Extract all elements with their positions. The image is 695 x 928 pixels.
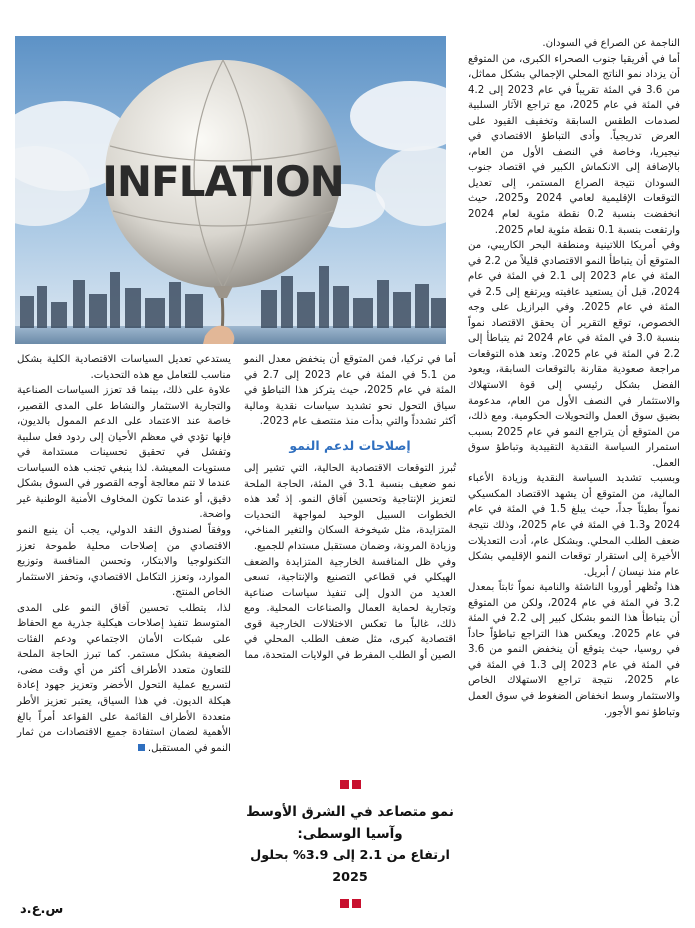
right-paragraph-1: الناجمة عن الصراع في السودان. [542,38,680,49]
right-paragraph-5: هذا وتُظهر أوروبا الناشئة والنامية نمواً ثابتاً بمعدل 3.2 في المئة في عام 2024، ولكن من المتوقع أن يتباطأ هذا النمو بشكل كبير إلى 2.2 في المئة في عام 2025. ويعكس هذا التراجع تباطؤاً حاداً في روسيا، حيث يتوقع أن ينخفض النمو من 3.6 في المئة في عام 2023 إلى 1.3 في المئة في عام 2025، نتيجة تراجع الاستهلاك الخاص والاستثمار وسط انخفاض الضغوط في سوق العمل وتباطؤ نمو الأجور. [468,582,681,718]
inflation-balloon-image [15,36,446,344]
left-paragraph-4-text: لذا، يتطلب تحسين آفاق النمو على المدى المتوسط تنفيذ إصلاحات هيكلية جذرية مع الحفاظ على شبكات الأمان الاجتماعي ودعم الفئات الضعيفة بشكل مستمر. كما تبرز الحاجة الملحة للتعاون متعدد الأطراف أكثر من أي وقت مضى، لتسريع عملية التحول الأخضر وتعزيز جهود إعادة هيكلة الديون. في هذا السياق، يعتبر تعزيز الأطر متعددة الأطراف القائمة على القواعد أمراً بالغ الأهمية لضمان استفادة جميع الاقتصادات من ثمار النمو في المستقبل. [17,602,231,754]
pull-quote [244,780,456,908]
left-paragraph-4 [17,601,231,756]
middle-column [244,352,456,663]
right-paragraph-3: وفي أمريكا اللاتينية ومنطقة البحر الكاريبي، من المتوقع أن يتباطأ النمو الاقتصادي قليلاً من 2.2 في المئة في عام 2023 إلى 2.1 في المئة في عام 2024، قبل أن يستعيد عافيته ويرتفع إلى 2.5 في المئة في عام 2025. وفي البرازيل على وجه الخصوص، توقع التقرير أن يحقق الاقتصاد نمواً بنسبة 3.0 في المئة في عام 2024 ثم يتباطأ إلى 2.2 في المئة في عام 2025. وتعد هذه التوقعات مراجعة صعودية مقارنة بالتوقعات السابقة، ويعود الفضل بشكل رئيسي إلى قوة الاستهلاك والاستثمار في النصف الأول من العام، مدعومة بضيق سوق العمل والتحويلات الحكومية. ومع ذلك، من المتوقع أن يتراجع النمو في عام 2025 بسبب استمرار السياسة النقدية التقييدية وتباطؤ سوق العمل. [468,240,681,469]
article-end-mark [138,744,145,751]
middle-paragraph-2: وفي ظل المنافسة الخارجية المتزايدة والضعف الهيكلي في قطاعي التصنيع والإنتاجية، تسعى العديد من الدول إلى تنفيذ سياسات صناعية وتجارية لحماية العمال والصناعات المحلية. ومع ذلك، غالباً ما تعكس الاختلالات الخارجية قوى اقتصادية كبرى، مثل ضعف الطلب المحلي في الصين أو الطلب المفرط في الولايات المتحدة، مما [244,556,456,661]
pull-quote-line-3: ارتفاع من 2.1 إلى 3.9% بحلول 2025 [250,848,450,885]
section-subheading: إصلاحات لدعم النمو [289,437,411,453]
pull-quote-top-squares [244,780,456,789]
pull-quote-line-1: نمو متصاعد في الشرق الأوسط [246,804,454,820]
middle-intro: أما في تركيا، فمن المتوقع أن ينخفض معدل النمو من 5.1 في المئة في عام 2023 إلى 2.7 في المئة في عام 2025، حيث يتركز هذا التباطؤ في سياق التحول نحو تشديد سياسات نقدية ومالية أكثر تشدداً والتي بدأت منذ منتصف عام 2023. [244,354,457,428]
pull-quote-bottom-squares [244,899,456,908]
pull-quote-line-2: وآسيا الوسطى: [297,826,403,842]
balloon-label: INFLATION [102,157,344,206]
balloon-illustration [15,36,446,344]
right-paragraph-4: وبسبب تشديد السياسة النقدية وزيادة الأعباء المالية، من المتوقع أن يشهد الاقتصاد المكسيكي نمواً بطيئاً جداً، حيث يبلغ 1.5 في المئة في عام 2024 و1.3 في المئة في عام 2025، وذلك نتيجة ضعف الطلب المحلي. وبشكل عام، أدت التعديلات الأخيرة إلى استقرار توقعات النمو الإقليمي بشكل عام منذ نيسان / أبريل. [468,473,680,578]
left-paragraph-2: علاوة على ذلك، بينما قد تعزز السياسات الصناعية والتجارية الاستثمار والنشاط على المدى القصير، خاصة عند الاعتماد على الدعم الممول بالديون، فإنها تؤدي في معظم الأحيان إلى ردود فعل سلبية وتفشل في تحقيق تحسينات مستدامة في مستويات المعيشة. لذا ينبغي تجنب هذه السياسات عندما لا تتم معالجة أوجه القصور في السوق بشكل دقيق، أو عندما تكون المخاوف الأمنية الوطنية غير واضحة. [17,385,231,521]
author-initials: س.ع.د [20,902,64,917]
right-column [468,36,680,912]
left-paragraph-1: يستدعي تعديل السياسات الاقتصادية الكلية بشكل مناسب للتعامل مع هذه التحديات. [17,354,231,381]
left-paragraph-3: ووفقاً لصندوق النقد الدولي، يجب أن ينبع النمو الاقتصادي من إصلاحات محلية طموحة تعزز التكنولوجيا والابتكار، وتحسن المنافسة وتوزيع الموارد، وتعزز التكامل الاقتصادي، وتحفز الاستثمار الخاص المنتج. [17,525,231,599]
left-column [17,352,231,756]
middle-paragraph-1: تُبرز التوقعات الاقتصادية الحالية، التي تشير إلى نمو ضعيف بنسبة 3.1 في المئة، الحاجة الملحة لتعزيز الإنتاجية وتحسين آفاق النمو. إذ تُعد هذه الخطوات السبيل الوحيد لمواجهة التحديات المتزايدة، مثل شيخوخة السكان والتغير المناخي، وزيادة المرونة، وضمان مستقبل مستدام للجميع. [244,463,456,553]
right-paragraph-2: أما في أفريقيا جنوب الصحراء الكبرى، من المتوقع أن يزداد نمو الناتج المحلي الإجمالي بشكل مماثل، من 3.6 في المئة تقريباً في عام 2023 إلى 4.2 في المئة في عام 2025، مع تراجع الآثار السلبية لصدمات الطقس السابقة وتخفيف القيود على العرض تدريجياً. وأدى التباطؤ الاقتصادي في نيجيريا، وخاصة في النصف الأول من العام، بالإضافة إلى الانكماش الكبير في اقتصاد جنوب السودان نتيجة الصراع المستمر، إلى تعديل التوقعات الإقليمية لعامي 2024 و2025، حيث انخفضت بنسبة 0.2 نقطة مئوية لعام 2024 وارتفعت بنسبة 0.1 نقطة مئوية لعام 2025. [468,53,680,236]
